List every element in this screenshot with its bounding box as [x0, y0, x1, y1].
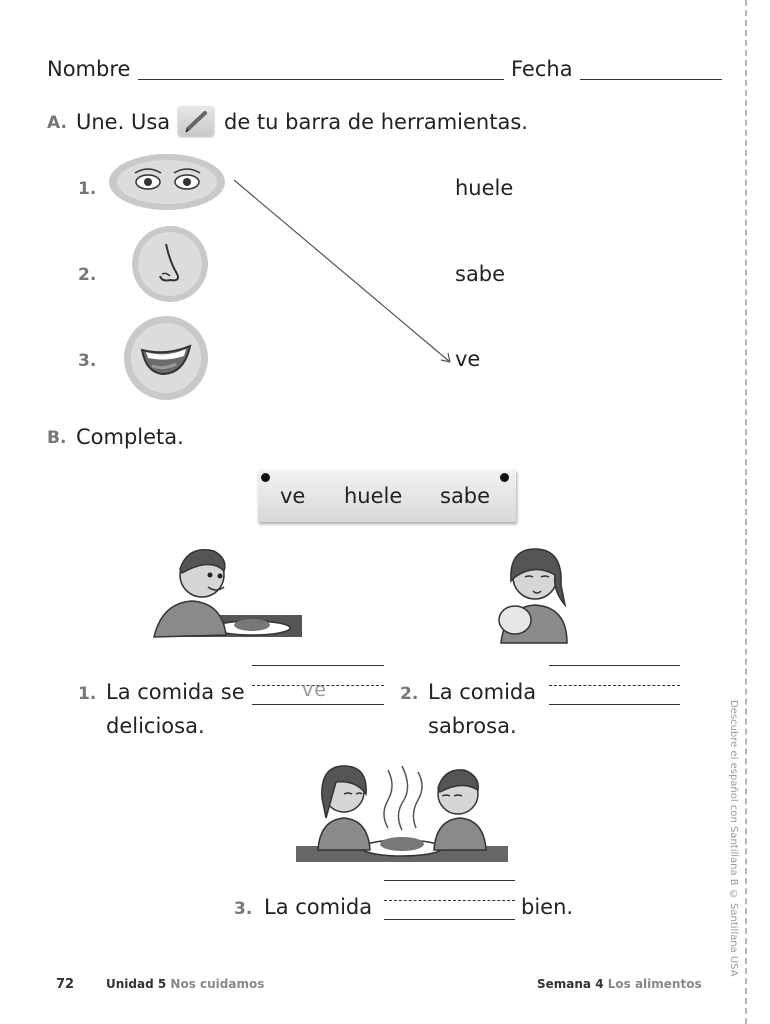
bank-word-ve: ve — [280, 484, 306, 508]
match-word-huele[interactable]: huele — [455, 176, 514, 200]
section-b-instruction: Completa. — [76, 425, 184, 449]
item-b1-text: La comida se — [106, 680, 245, 704]
item-b2-number: 2. — [400, 684, 419, 704]
section-a-letter: A. — [47, 113, 67, 133]
footer-week — [537, 977, 702, 991]
match-word-ve[interactable]: ve — [455, 347, 481, 371]
item-a1-number: 1. — [78, 179, 97, 199]
item-b2-text: La comida — [428, 680, 537, 704]
item-a2-number: 2. — [78, 265, 97, 285]
item-b3-text: La comida — [264, 895, 373, 919]
section-a-instruction-start: Une. Usa — [76, 110, 171, 134]
item-b2-top-line — [549, 665, 680, 666]
copyright-note: Descubre el español con Santillana B © Santillana USA — [728, 700, 739, 977]
item-b1-top-line — [252, 665, 384, 666]
item-b3-top-line — [384, 880, 515, 881]
item-b3-mid-line — [384, 900, 515, 901]
boy-looking-illustration — [152, 545, 312, 640]
word-bank — [258, 470, 516, 522]
bank-word-huele: huele — [344, 484, 403, 508]
footer-unit-label: Unidad 5 — [106, 977, 167, 991]
item-a3-number: 3. — [78, 351, 97, 371]
name-label: Nombre — [47, 57, 131, 81]
match-word-sabe[interactable]: sabe — [455, 262, 506, 286]
item-b3-answer-field[interactable] — [384, 919, 515, 920]
date-label: Fecha — [511, 57, 573, 81]
item-b3-number: 3. — [234, 899, 253, 919]
footer-unit — [106, 977, 264, 991]
section-b-letter: B. — [47, 428, 67, 448]
footer-week-label: Semana 4 — [537, 977, 604, 991]
pin-right-icon — [500, 473, 509, 482]
section-a-instruction-end: de tu barra de herramientas. — [224, 110, 528, 134]
item-b2-answer-field[interactable] — [549, 704, 680, 705]
item-b3-text-after: bien. — [521, 895, 574, 919]
item-b2-mid-line — [549, 685, 680, 686]
footer-week-name: Los alimentos — [607, 977, 702, 991]
item-b1-number: 1. — [78, 684, 97, 704]
item-b1-traced-answer: ve — [302, 679, 327, 701]
item-b1-answer-field[interactable] — [252, 704, 384, 705]
footer-unit-name: Nos cuidamos — [170, 977, 265, 991]
item-b1-text-2: deliciosa. — [106, 714, 205, 738]
page-number: 72 — [56, 977, 75, 992]
item-b2-text-2: sabrosa. — [428, 714, 517, 738]
bank-word-sabe: sabe — [440, 484, 491, 508]
girl-eating-illustration — [495, 545, 575, 645]
pin-left-icon — [261, 473, 270, 482]
children-smelling-illustration — [296, 758, 510, 864]
